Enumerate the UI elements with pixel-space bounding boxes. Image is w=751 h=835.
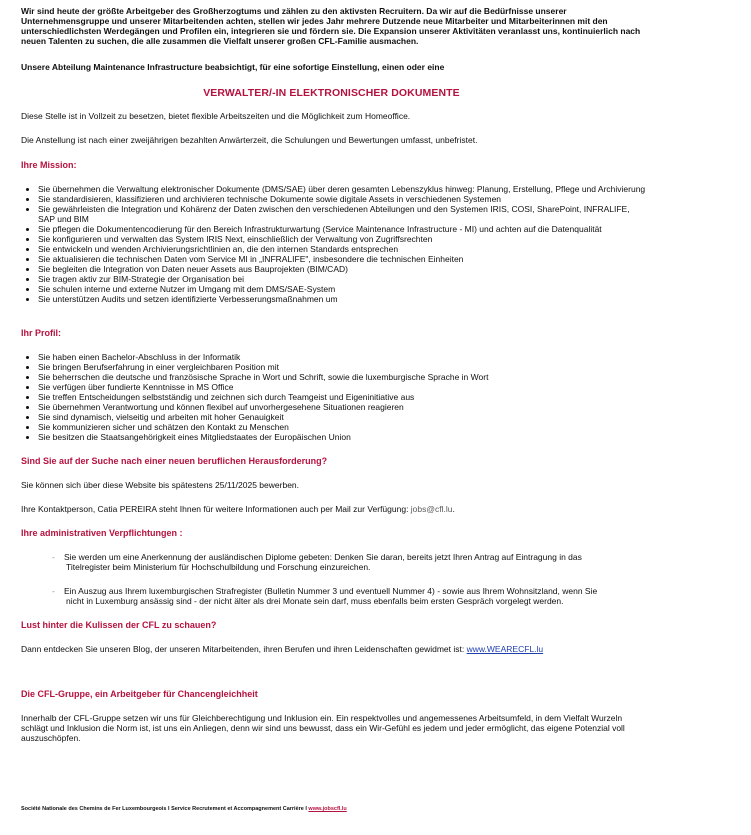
list-item <box>21 586 646 606</box>
dash-marker: - <box>52 586 55 596</box>
list-item: Sie schulen interne und externe Nutzer im Umgang mit dem DMS/SAE-System <box>21 284 646 294</box>
list-item: Sie konfigurieren und verwalten das System IRIS Next, einschließlich der Verwaltung von Zugriffsrechten <box>21 234 646 244</box>
list-item: Sie gewährleisten die Integration und Kohärenz der Daten zwischen den verschiedenen Abteilungen und den Systemen IRIS, COSI, SharePoint, INFRALIFE, SAP und BIM <box>21 204 646 224</box>
list-item: Sie besitzen die Staatsangehörigkeit eines Mitgliedstaates der Europäischen Union <box>21 432 646 442</box>
application-deadline: Sie können sich über diese Website bis spätestens 25/11/2025 bewerben. <box>21 480 300 490</box>
list-item: Sie haben einen Bachelor-Abschluss in der Informatik <box>21 352 646 362</box>
intro-paragraph: Wir sind heute der größte Arbeitgeber des Großherzogtums und zählen zu den aktivsten Recruitern. Da wir auf die Bedürfnisse unserer Unternehmensgruppe und unserer Mitarbeitenden achten, stellen wir jedes Jahr mehrere Dutzende neue Mitarbeiter und Mitarbeiterinnen mit den unterschiedlichsten Werdegängen und Profilen ein, integrieren sie und fördern sie. Die Expansion unserer Aktivitäten veranlasst uns, kontinuierlich nach neuen Talenten zu suchen, die alle zusammen die Vielfalt unserer großen CFL-Familie ausmachen. <box>21 6 641 46</box>
list-item: Sie unterstützen Audits und setzen identifizierte Verbesserungsmaßnahmen um <box>21 294 646 304</box>
list-item: Sie treffen Entscheidungen selbstständig und zeichnen sich durch Teamgeist und Eigeninitiative aus <box>21 392 646 402</box>
admin-item-1-line-2: Titelregister beim Ministerium für Hochschulbildung und Forschung einzureichen. <box>66 562 371 572</box>
admin-item-1-line-1: Sie werden um eine Anerkennung der ausländischen Diplome gebeten: Denken Sie daran, bereits jetzt Ihren Antrag auf Eintragung in das <box>64 552 582 562</box>
contact-line <box>21 504 646 514</box>
profile-list <box>21 352 646 442</box>
blog-link[interactable]: www.WEARECFL.lu <box>466 644 544 654</box>
list-item: Sie übernehmen die Verwaltung elektronischer Dokumente (DMS/SAE) über deren gesamten Lebenszyklus hinweg: Planung, Erstellung, Pflege und Archivierung <box>21 184 646 194</box>
challenge-heading: Sind Sie auf der Suche nach einer neuen beruflichen Herausforderung? <box>21 456 328 466</box>
fulltime-note: Diese Stelle ist in Vollzeit zu besetzen, bietet flexible Arbeitszeiten und die Möglichkeit zum Homeoffice. <box>21 111 411 121</box>
list-item: Sie tragen aktiv zur BIM-Strategie der Organisation bei <box>21 274 646 284</box>
footer-link[interactable]: www.jobscfl.lu <box>308 806 347 812</box>
list-item: Sie standardisieren, klassifizieren und archivieren technische Dokumente sowie digitale Assets in verschiedenen Systemen <box>21 194 646 204</box>
contact-text: Ihre Kontaktperson, Catia PEREIRA steht Ihnen für weitere Informationen auch per Mail zur Verfügung: <box>21 504 411 514</box>
list-item: Sie begleiten die Integration von Daten neuer Assets aus Bauprojekten (BIM/CAD) <box>21 264 646 274</box>
department-line: Unsere Abteilung Maintenance Infrastructure beabsichtigt, für eine sofortige Einstellung, einen oder eine <box>21 62 445 72</box>
blog-line <box>21 644 646 654</box>
list-item: Sie sind dynamisch, vielseitig und arbeiten mit hoher Genauigkeit <box>21 412 646 422</box>
list-item: Sie übernehmen Verantwortung und können flexibel auf unvorhergesehene Situationen reagieren <box>21 402 646 412</box>
contract-note: Die Anstellung ist nach einer zweijährigen bezahlten Anwärterzeit, die Schulungen und Bewertungen umfasst, unbefristet. <box>21 135 478 145</box>
footer-text: Société Nationale des Chemins de Fer Luxembourgeois I Service Recrutement et Accompagnement Carrière I <box>21 806 309 812</box>
blog-heading: Lust hinter die Kulissen der CFL zu schauen? <box>21 620 217 630</box>
list-item: Sie beherrschen die deutsche und französische Sprache in Wort und Schrift, sowie die luxemburgische Sprache in Wort <box>21 372 646 382</box>
profile-heading: Ihr Profil: <box>21 328 61 338</box>
list-item: Sie kommunizieren sicher und schätzen den Kontakt zu Menschen <box>21 422 646 432</box>
list-item: Sie entwickeln und wenden Archivierungsrichtlinien an, die den internen Standards entsprechen <box>21 244 646 254</box>
equality-text: Innerhalb der CFL-Gruppe setzen wir uns für Gleichberechtigung und Inklusion ein. Ein respektvolles und angemessenes Arbeitsumfeld, in dem Vielfalt Wurzeln schlägt und Inklusion die Norm ist, ist uns ein Anliegen, denn wir sind uns bewusst, dass ein Wir-Gefühl es jedem und jeder ermöglicht, das eigene Potenzial voll auszuschöpfen. <box>21 713 625 743</box>
admin-list <box>21 552 646 620</box>
blog-text: Dann entdecken Sie unseren Blog, der unseren Mitarbeitenden, ihren Berufen und ihren Leidenschaften gewidmet ist: <box>21 644 467 654</box>
contact-email-link[interactable]: jobs@cfl.lu <box>410 504 453 514</box>
list-item: Sie aktualisieren die technischen Daten vom Service MI in „INFRALIFE", insbesondere die technischen Einheiten <box>21 254 646 264</box>
list-item: Sie bringen Berufserfahrung in einer vergleichbaren Position mit <box>21 362 646 372</box>
footer <box>21 806 347 813</box>
contact-suffix: . <box>452 504 455 514</box>
admin-item-2-line-1: Ein Auszug aus Ihrem luxemburgischen Strafregister (Bulletin Nummer 3 und eventuell Nummer 4) - sowie aus Ihrem Wohnsitzland, wenn Sie <box>64 586 598 596</box>
list-item: Sie verfügen über fundierte Kenntnisse in MS Office <box>21 382 646 392</box>
mission-heading: Ihre Mission: <box>21 160 77 170</box>
list-item: Sie pflegen die Dokumentencodierung für den Bereich Infrastrukturwartung (Service Maintenance Infrastructure - MI) und achten auf die Datenqualität <box>21 224 646 234</box>
list-item <box>21 552 646 572</box>
dash-marker: - <box>52 552 55 562</box>
admin-item-2-line-2: nicht in Luxemburg ansässig sind - der nicht älter als drei Monate sein darf, muss ebenfalls beim ersten Gespräch vorgelegt werden. <box>66 596 564 606</box>
equality-heading: Die CFL-Gruppe, ein Arbeitgeber für Chancengleichheit <box>21 689 258 699</box>
admin-heading: Ihre administrativen Verpflichtungen : <box>21 528 183 538</box>
job-title: VERWALTER/-IN ELEKTRONISCHER DOKUMENTE <box>203 87 460 99</box>
mission-list <box>21 184 646 304</box>
